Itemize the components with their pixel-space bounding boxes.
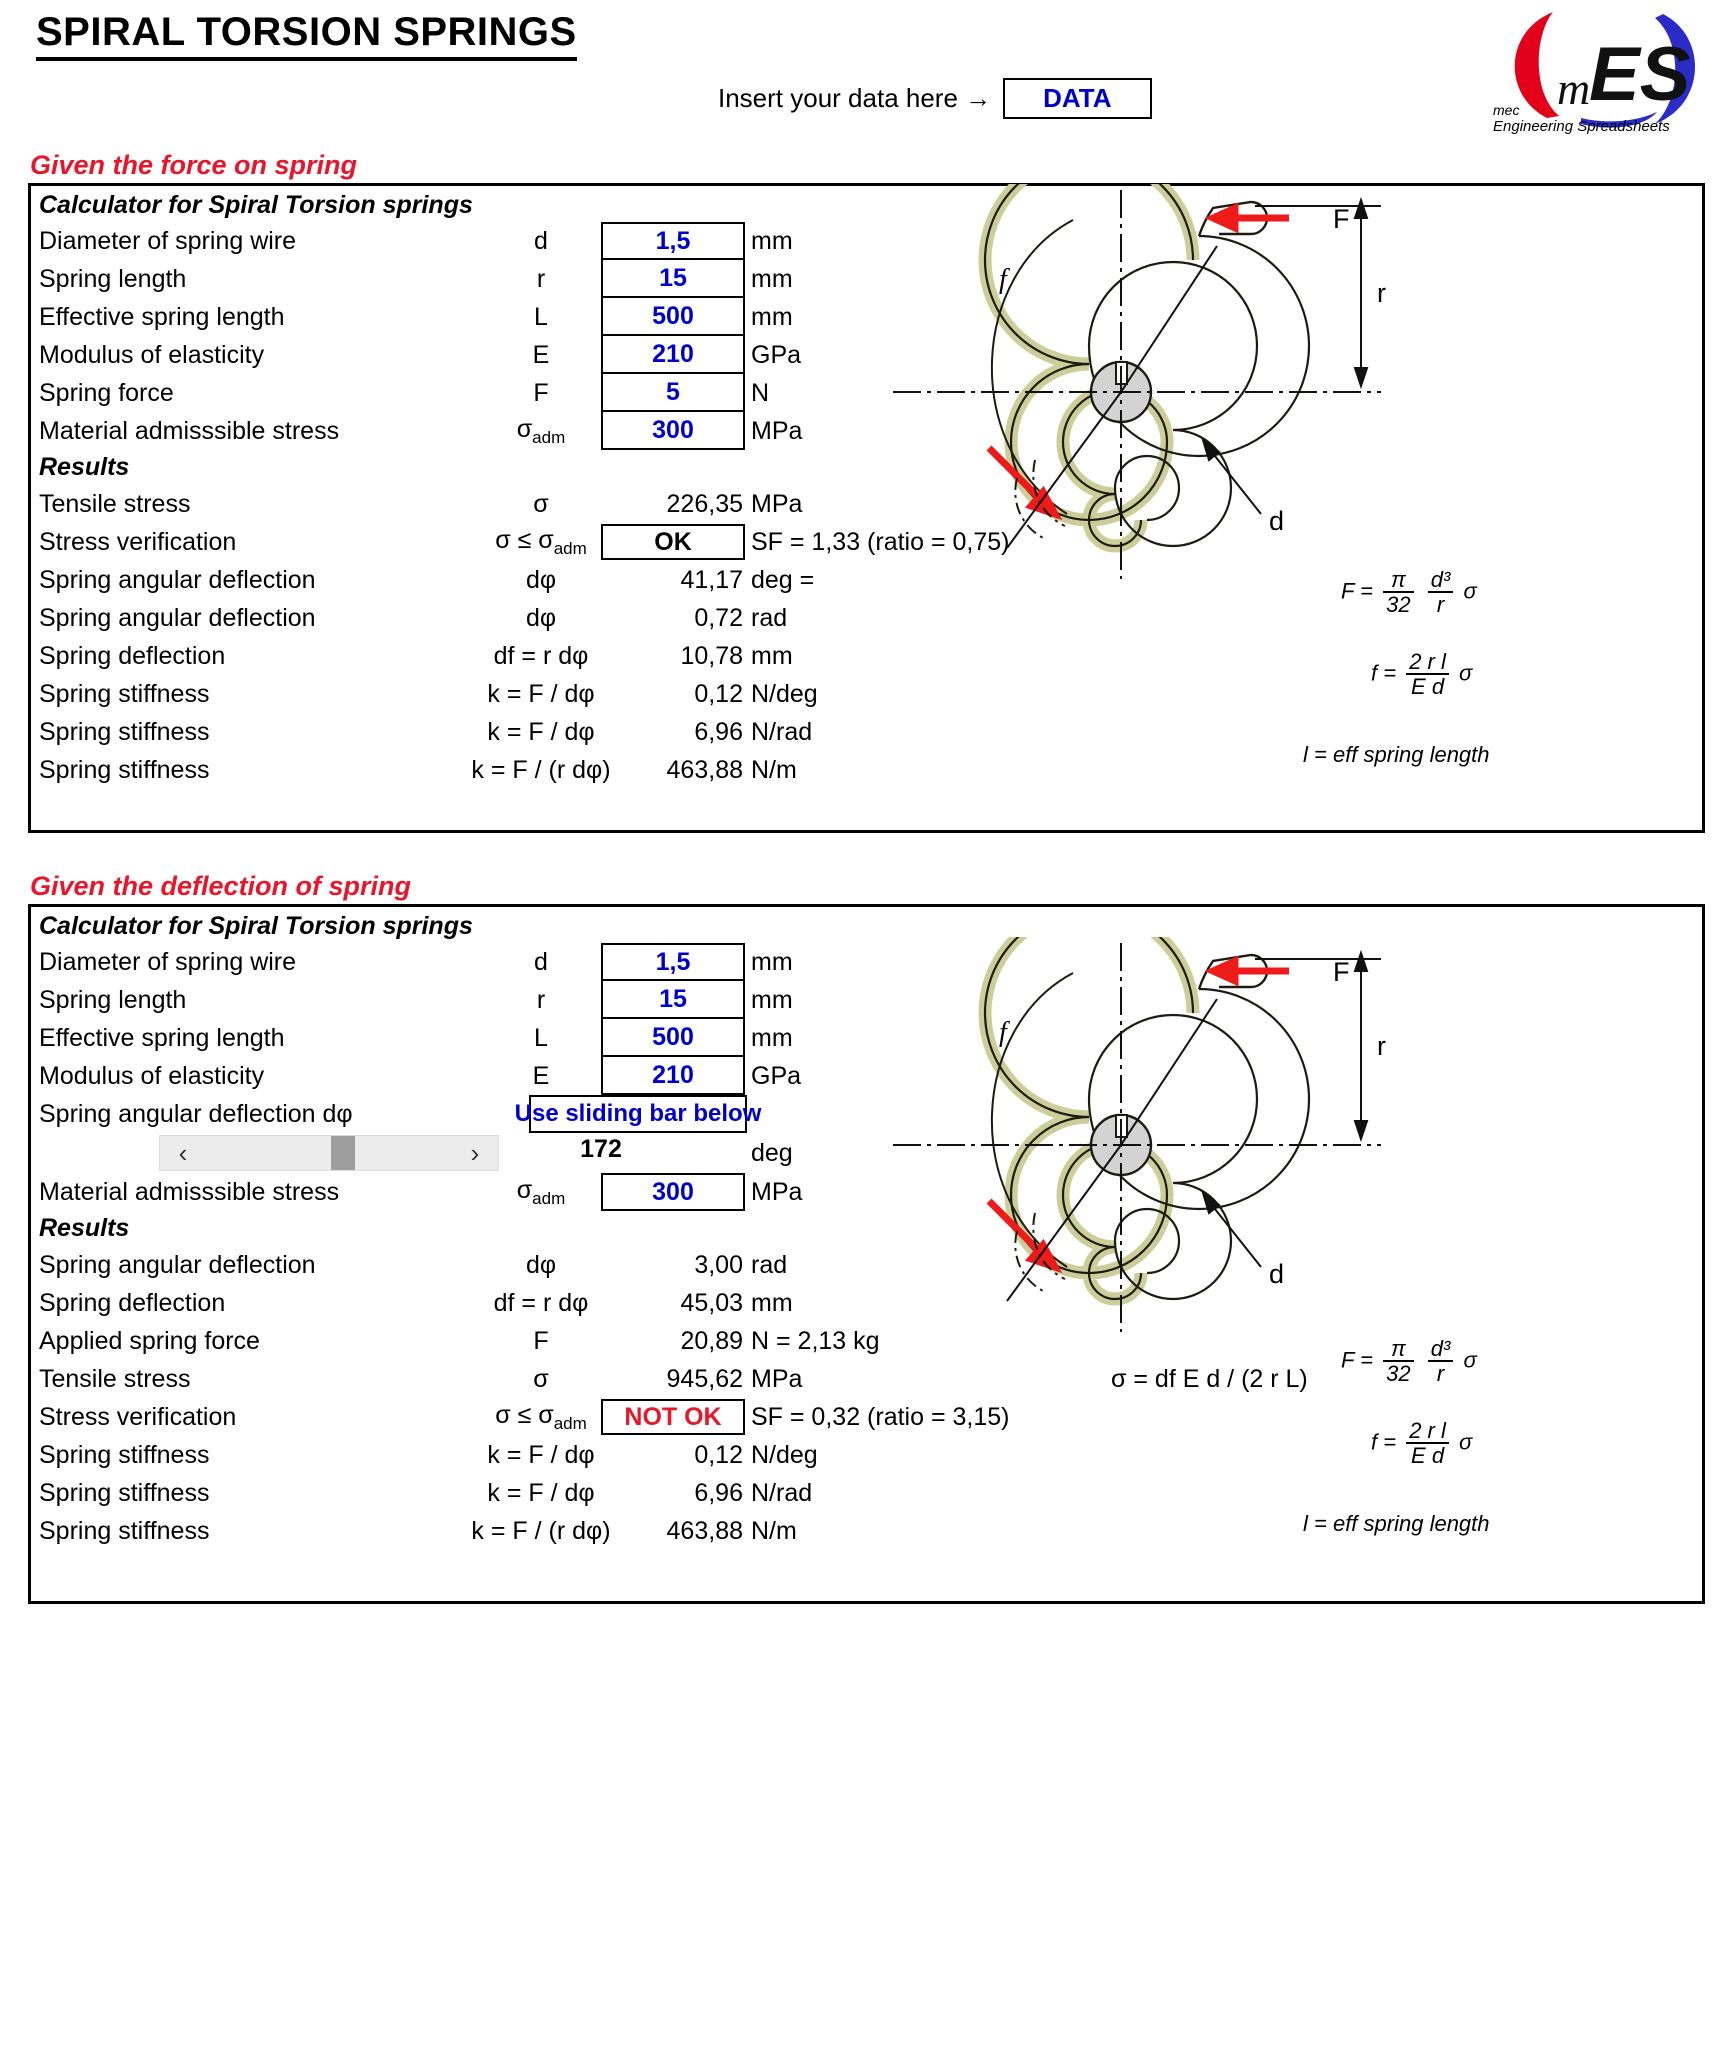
- result2-unit-stiffness-nm: N/m: [751, 1516, 797, 1545]
- input-symbol-F: F: [533, 378, 549, 407]
- input-label-r: Spring length: [39, 264, 187, 293]
- formula-note-1: [1303, 742, 1490, 768]
- result-label-spring-deflection: Spring deflection: [39, 641, 226, 670]
- input-unit-E: GPa: [751, 340, 802, 369]
- angular-deflection-slider[interactable]: [159, 1135, 499, 1171]
- result2-value-stiffness-nm: 463,88: [666, 1516, 743, 1545]
- input-unit-F: N: [751, 378, 770, 407]
- result-symbol-stiffness-nm: k = F / (r dφ): [471, 755, 611, 784]
- section1-calc-title: Calculator for Spiral Torsion springs: [39, 191, 473, 219]
- input-label-L: Effective spring length: [39, 302, 285, 331]
- input2-symbol-d: d: [534, 947, 548, 976]
- input2-symbol-L: L: [534, 1023, 548, 1052]
- result2-value-stiffness-nrad: 6,96: [694, 1478, 743, 1507]
- input2-unit-L: mm: [751, 1023, 793, 1052]
- input-unit-d: mm: [751, 226, 793, 255]
- result-unit-angular-deflection-deg: deg =: [751, 565, 815, 594]
- status-badge-ok: OK: [601, 524, 745, 560]
- input-symbol-L: L: [534, 302, 548, 331]
- input-value-sigma-adm[interactable]: 300: [601, 412, 745, 450]
- slider-row-label: Spring angular deflection dφ: [39, 1099, 353, 1128]
- formula-force-1: [1341, 568, 1477, 617]
- formula-deflection-1: [1371, 650, 1472, 699]
- result-label-tensile-stress: Tensile stress: [39, 489, 191, 518]
- formula-deflection-den-1: E d: [1406, 673, 1449, 699]
- result2-symbol-stiffness-nm: k = F / (r dφ): [471, 1516, 611, 1545]
- diagram2-label-F: F: [1333, 957, 1350, 987]
- slider-note: Use sliding bar below: [529, 1095, 747, 1133]
- result-value-spring-deflection: 10,78: [680, 641, 743, 670]
- result-unit-angular-deflection-rad: rad: [751, 603, 788, 632]
- input-value-E[interactable]: 210: [601, 336, 745, 374]
- formula-deflection-lhs-2: f =: [1371, 1429, 1397, 1455]
- formula-deflection-num-2: 2 r l: [1409, 1418, 1446, 1443]
- input-symbol-sigma-adm: $\sigma_{adm}$: [516, 414, 566, 447]
- input2-unit-d: mm: [751, 947, 793, 976]
- result-label-stiffness-nm: Spring stiffness: [39, 755, 210, 784]
- result-symbol-spring-deflection: df = r dφ: [493, 641, 589, 670]
- formula-force-den1-2: 32: [1383, 1360, 1413, 1386]
- input2-symbol-r: r: [536, 985, 546, 1014]
- formula-deflection-tail-2: σ: [1459, 1429, 1473, 1455]
- input2-label-sigma-adm: Material admisssible stress: [39, 1177, 340, 1206]
- result2-label-stiffness-nm: Spring stiffness: [39, 1516, 210, 1545]
- result2-unit-spring-deflection: mm: [751, 1288, 793, 1317]
- result-value-stiffness-ndeg: 0,12: [694, 679, 743, 708]
- formula-force-lhs-1: F =: [1341, 578, 1374, 604]
- result2-symbol-applied-force: F: [533, 1326, 549, 1355]
- result-unit-spring-deflection: mm: [751, 641, 793, 670]
- formula-force-2: [1341, 1337, 1477, 1386]
- diagram-label-d: d: [1269, 506, 1285, 536]
- formula-force-den2-1: r: [1428, 591, 1454, 617]
- slider-right-arrow-icon[interactable]: ›: [470, 1137, 480, 1168]
- result2-label-applied-force: Applied spring force: [39, 1326, 260, 1355]
- formula-force-frac2-2: [1428, 1337, 1454, 1386]
- spiral-spring-diagram-2: [821, 937, 1441, 1337]
- input-label-E: Modulus of elasticity: [39, 340, 265, 369]
- logo-caption-line2: Engineering Spreadsheets: [1493, 118, 1670, 136]
- input2-label-d: Diameter of spring wire: [39, 947, 297, 976]
- formula-force-num2-1: d³: [1430, 567, 1451, 592]
- data-button[interactable]: DATA: [1003, 78, 1151, 119]
- formula-deflection-num-1: 2 r l: [1409, 649, 1446, 674]
- formula-deflection-frac-2: [1406, 1419, 1449, 1468]
- result2-value-applied-force: 20,89: [680, 1326, 743, 1355]
- result2-safety-factor: SF = 0,32 (ratio = 3,15): [751, 1402, 1010, 1431]
- diagram2-label-f: f: [999, 1017, 1007, 1048]
- input2-unit-E: GPa: [751, 1061, 802, 1090]
- page-header: [0, 0, 1727, 150]
- formula-force-tail-2: σ: [1463, 1347, 1477, 1373]
- section1-results-title: Results: [39, 453, 130, 481]
- formula-force-frac1-1: [1383, 568, 1413, 617]
- result-value-stiffness-nm: 463,88: [666, 755, 743, 784]
- formula-force-tail-1: σ: [1463, 578, 1477, 604]
- result2-symbol-stiffness-nrad: k = F / dφ: [487, 1478, 595, 1507]
- input-unit-sigma-adm: MPa: [751, 416, 803, 445]
- input-unit-L: mm: [751, 302, 793, 331]
- diagram2-label-d: d: [1269, 1259, 1285, 1289]
- section2-results-title: Results: [39, 1214, 130, 1242]
- formula-force-num1-1: π: [1391, 567, 1406, 592]
- formula-force-den1-1: 32: [1383, 591, 1413, 617]
- result2-symbol-stiffness-ndeg: k = F / dφ: [487, 1440, 595, 1469]
- input-symbol-E: E: [532, 340, 550, 369]
- input2-value-E[interactable]: 210: [601, 1057, 745, 1095]
- slider-track[interactable]: [206, 1136, 452, 1170]
- result2-unit-stiffness-nrad: N/rad: [751, 1478, 813, 1507]
- input-value-F[interactable]: 5: [601, 374, 745, 412]
- result-label-stiffness-ndeg: Spring stiffness: [39, 679, 210, 708]
- result-label-stress-verification: Stress verification: [39, 527, 237, 556]
- result-value-angular-deflection-deg: 41,17: [680, 565, 743, 594]
- result-unit-stiffness-nm: N/m: [751, 755, 797, 784]
- formula-note-text-2: l = eff spring length: [1303, 1511, 1490, 1536]
- slider-value: 172: [580, 1135, 622, 1163]
- result-safety-factor: SF = 1,33 (ratio = 0,75): [751, 527, 1010, 556]
- status-badge-not-ok: NOT OK: [601, 1399, 745, 1435]
- formula-force-frac2-1: [1428, 568, 1454, 617]
- result2-value-tensile-stress: 945,62: [666, 1364, 743, 1393]
- diagram2-label-r: r: [1377, 1031, 1386, 1061]
- input2-value-sigma-adm[interactable]: 300: [601, 1173, 745, 1211]
- formula-force-lhs-2: F =: [1341, 1347, 1374, 1373]
- input2-value-r[interactable]: 15: [601, 981, 745, 1019]
- input-label-d: Diameter of spring wire: [39, 226, 297, 255]
- result2-symbol-tensile-stress: σ: [533, 1364, 549, 1393]
- result-symbol-angular-deflection-deg: dφ: [525, 565, 557, 594]
- formula-force-num1-2: π: [1391, 1336, 1406, 1361]
- result2-label-stiffness-nrad: Spring stiffness: [39, 1478, 210, 1507]
- input-symbol-d: d: [534, 226, 548, 255]
- result2-label-spring-deflection: Spring deflection: [39, 1288, 226, 1317]
- slider-left-arrow-icon[interactable]: ‹: [178, 1137, 188, 1168]
- section1-calculator: [28, 183, 1705, 833]
- result2-value-spring-deflection: 45,03: [680, 1288, 743, 1317]
- input2-symbol-sigma-adm: $\sigma_{adm}$: [516, 1175, 566, 1208]
- input-symbol-r: r: [536, 264, 546, 293]
- result-symbol-stiffness-ndeg: k = F / dφ: [487, 679, 595, 708]
- logo-caption-line1: mec: [1493, 102, 1520, 118]
- result2-label-tensile-stress: Tensile stress: [39, 1364, 191, 1393]
- result2-symbol-stress-verification: $\sigma \le \sigma_{adm}$: [495, 1400, 587, 1433]
- section2-calculator: [28, 904, 1705, 1604]
- formula-force-num2-2: d³: [1430, 1336, 1451, 1361]
- spiral-spring-diagram: [821, 184, 1441, 584]
- formula-deflection-frac-1: [1406, 650, 1449, 699]
- result-label-angular-deflection-deg: Spring angular deflection: [39, 565, 316, 594]
- result-unit-stiffness-ndeg: N/deg: [751, 679, 818, 708]
- result2-label-angular-deflection: Spring angular deflection: [39, 1250, 316, 1279]
- input2-value-d[interactable]: 1,5: [601, 943, 745, 981]
- input2-unit-r: mm: [751, 985, 793, 1014]
- input-value-r[interactable]: 15: [601, 260, 745, 298]
- formula-deflection-lhs-1: f =: [1371, 660, 1397, 686]
- svg-text:m: m: [1557, 63, 1591, 114]
- input2-label-L: Effective spring length: [39, 1023, 285, 1052]
- result2-value-stiffness-ndeg: 0,12: [694, 1440, 743, 1469]
- input2-label-E: Modulus of elasticity: [39, 1061, 265, 1090]
- result-symbol-stress-verification: $\sigma \le \sigma_{adm}$: [495, 525, 587, 558]
- logo-caption: [1493, 102, 1713, 135]
- formula-force-frac1-2: [1383, 1337, 1413, 1386]
- input-label-F: Spring force: [39, 378, 174, 407]
- insert-data-label: Insert your data here →: [718, 83, 992, 114]
- result2-value-angular-deflection: 3,00: [694, 1250, 743, 1279]
- result-unit-stiffness-nrad: N/rad: [751, 717, 813, 746]
- input-value-d[interactable]: 1,5: [601, 222, 745, 260]
- result2-row-stiffness-nrad: [31, 1474, 1702, 1512]
- insert-data-hint: [718, 78, 1152, 119]
- diagram-label-f: f: [999, 264, 1007, 295]
- result-symbol-tensile-stress: σ: [533, 489, 549, 518]
- input2-symbol-E: E: [532, 1061, 550, 1090]
- formula-note-text-1: l = eff spring length: [1303, 742, 1490, 767]
- result2-label-stiffness-ndeg: Spring stiffness: [39, 1440, 210, 1469]
- formula-force-den2-2: r: [1428, 1360, 1454, 1386]
- input-label-sigma-adm: Material admisssible stress: [39, 416, 340, 445]
- result-label-stiffness-nrad: Spring stiffness: [39, 717, 210, 746]
- input-unit-r: mm: [751, 264, 793, 293]
- section1-heading: Given the force on spring: [30, 150, 358, 180]
- formula-deflection-den-2: E d: [1406, 1442, 1449, 1468]
- slider-thumb[interactable]: [331, 1136, 355, 1170]
- input2-value-L[interactable]: 500: [601, 1019, 745, 1057]
- result2-label-stress-verification: Stress verification: [39, 1402, 237, 1431]
- result2-symbol-angular-deflection: dφ: [525, 1250, 557, 1279]
- page-title: SPIRAL TORSION SPRINGS: [36, 10, 577, 61]
- result-unit-tensile-stress: MPa: [751, 489, 803, 518]
- result2-unit-applied-force: N = 2,13 kg: [751, 1326, 880, 1355]
- result2-symbol-spring-deflection: df = r dφ: [493, 1288, 589, 1317]
- result-symbol-stiffness-nrad: k = F / dφ: [487, 717, 595, 746]
- section2-heading: Given the deflection of spring: [30, 871, 412, 901]
- svg-text:ES: ES: [1589, 32, 1691, 117]
- result-value-angular-deflection-rad: 0,72: [694, 603, 743, 632]
- result2-unit-tensile-stress: MPa: [751, 1364, 803, 1393]
- input2-label-r: Spring length: [39, 985, 187, 1014]
- formula-deflection-2: [1371, 1419, 1472, 1468]
- result2-unit-angular-deflection: rad: [751, 1250, 788, 1279]
- result2-stress-equation: σ = df E d / (2 r L): [1111, 1364, 1308, 1393]
- section2-calc-title: Calculator for Spiral Torsion springs: [39, 912, 473, 940]
- diagram-label-r: r: [1377, 278, 1386, 308]
- result2-unit-stiffness-ndeg: N/deg: [751, 1440, 818, 1469]
- slider-unit: deg: [751, 1138, 793, 1167]
- result-symbol-angular-deflection-rad: dφ: [525, 603, 557, 632]
- formula-deflection-tail-1: σ: [1459, 660, 1473, 686]
- input2-unit-sigma-adm: MPa: [751, 1177, 803, 1206]
- result-value-stiffness-nrad: 6,96: [694, 717, 743, 746]
- input-value-L[interactable]: 500: [601, 298, 745, 336]
- result-label-angular-deflection-rad: Spring angular deflection: [39, 603, 316, 632]
- formula-note-2: [1303, 1511, 1490, 1537]
- diagram-label-F: F: [1333, 204, 1350, 234]
- result-value-tensile-stress: 226,35: [666, 489, 743, 518]
